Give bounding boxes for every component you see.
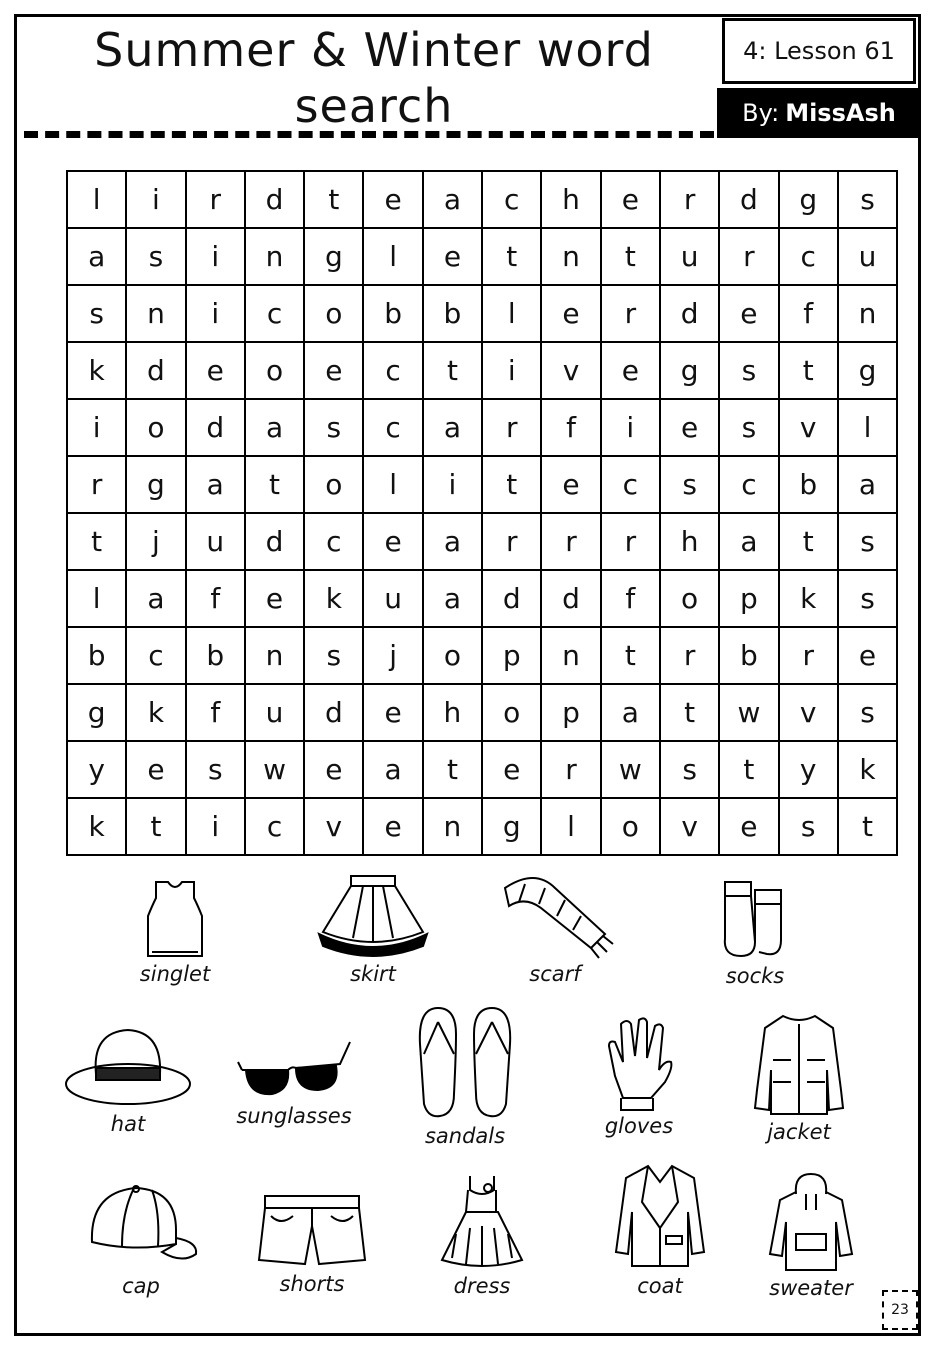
label-dress: dress — [453, 1274, 511, 1298]
label-scarf: scarf — [529, 962, 581, 986]
grid-cell[interactable]: a — [601, 684, 660, 741]
grid-cell[interactable]: u — [186, 513, 245, 570]
grid-cell[interactable]: e — [304, 342, 363, 399]
grid-cell[interactable]: v — [779, 399, 838, 456]
grid-row — [67, 513, 897, 570]
grid-cell[interactable]: k — [67, 798, 126, 855]
grid-cell[interactable]: o — [245, 342, 304, 399]
dress-icon — [436, 1172, 528, 1272]
grid-cell[interactable]: s — [719, 399, 778, 456]
grid-cell[interactable]: g — [660, 342, 719, 399]
grid-cell[interactable]: t — [838, 798, 897, 855]
label-hat: hat — [110, 1112, 146, 1136]
grid-cell[interactable]: t — [423, 741, 482, 798]
grid-cell[interactable]: e — [423, 228, 482, 285]
grid-cell[interactable]: e — [363, 513, 422, 570]
grid-cell[interactable]: d — [126, 342, 185, 399]
grid-cell[interactable]: s — [838, 684, 897, 741]
item-gloves — [584, 1016, 694, 1138]
gloves-icon — [599, 1016, 679, 1112]
grid-row — [67, 684, 897, 741]
grid-cell[interactable]: p — [719, 570, 778, 627]
grid-cell[interactable]: e — [838, 627, 897, 684]
grid-cell[interactable]: b — [779, 456, 838, 513]
grid-cell[interactable]: s — [660, 741, 719, 798]
grid-cell[interactable]: d — [541, 570, 600, 627]
label-skirt: skirt — [350, 962, 396, 986]
grid-cell[interactable]: g — [126, 456, 185, 513]
grid-cell[interactable]: b — [67, 627, 126, 684]
sunglasses-icon — [232, 1032, 356, 1102]
grid-cell[interactable]: e — [186, 342, 245, 399]
grid-cell[interactable]: e — [126, 741, 185, 798]
grid-cell[interactable]: o — [304, 285, 363, 342]
grid-cell[interactable]: c — [304, 513, 363, 570]
grid-cell[interactable]: i — [186, 285, 245, 342]
item-dress — [426, 1172, 538, 1298]
grid-cell[interactable]: k — [779, 570, 838, 627]
grid-cell[interactable]: r — [660, 627, 719, 684]
grid-cell[interactable]: g — [482, 798, 541, 855]
grid-cell[interactable]: v — [541, 342, 600, 399]
grid-cell[interactable]: e — [541, 456, 600, 513]
grid-cell[interactable]: o — [126, 399, 185, 456]
grid-cell[interactable]: b — [186, 627, 245, 684]
grid-cell[interactable]: u — [838, 228, 897, 285]
grid-cell[interactable]: o — [423, 627, 482, 684]
grid-cell[interactable]: g — [779, 171, 838, 228]
grid-cell[interactable]: j — [363, 627, 422, 684]
label-cap: cap — [122, 1274, 160, 1298]
grid-cell[interactable]: e — [719, 798, 778, 855]
socks-icon — [715, 876, 795, 962]
item-singlet — [120, 876, 230, 986]
grid-cell[interactable]: o — [304, 456, 363, 513]
grid-cell[interactable]: r — [719, 228, 778, 285]
grid-cell[interactable]: h — [541, 171, 600, 228]
page-title — [24, 22, 724, 134]
grid-row — [67, 570, 897, 627]
item-socks — [700, 876, 810, 988]
grid-cell[interactable]: b — [423, 285, 482, 342]
skirt-icon — [313, 872, 433, 960]
grid-cell[interactable]: r — [186, 171, 245, 228]
word-search-grid — [66, 170, 898, 856]
grid-cell[interactable]: r — [541, 741, 600, 798]
grid-cell[interactable]: d — [482, 570, 541, 627]
grid-cell[interactable]: n — [423, 798, 482, 855]
grid-cell[interactable]: u — [660, 228, 719, 285]
item-shorts — [250, 1190, 374, 1296]
grid-cell[interactable]: c — [363, 399, 422, 456]
grid-cell[interactable]: w — [245, 741, 304, 798]
grid-cell[interactable]: t — [423, 342, 482, 399]
grid-cell[interactable]: g — [304, 228, 363, 285]
grid-cell[interactable]: u — [245, 684, 304, 741]
grid-cell[interactable]: c — [126, 627, 185, 684]
grid-cell[interactable]: f — [541, 399, 600, 456]
grid-row — [67, 627, 897, 684]
grid-cell[interactable]: t — [482, 456, 541, 513]
grid-cell[interactable]: i — [601, 399, 660, 456]
item-cap — [76, 1182, 206, 1298]
grid-cell[interactable]: s — [660, 456, 719, 513]
grid-cell[interactable]: i — [423, 456, 482, 513]
grid-cell[interactable]: o — [482, 684, 541, 741]
grid-cell[interactable]: n — [245, 228, 304, 285]
grid-cell[interactable]: a — [423, 570, 482, 627]
grid-cell[interactable]: f — [186, 570, 245, 627]
item-jacket — [744, 1010, 854, 1144]
item-skirt — [308, 872, 438, 986]
grid-cell[interactable]: f — [601, 570, 660, 627]
grid-cell[interactable]: b — [719, 627, 778, 684]
grid-cell[interactable]: s — [779, 798, 838, 855]
grid-cell[interactable]: t — [601, 228, 660, 285]
grid-cell[interactable]: v — [304, 798, 363, 855]
grid-row — [67, 798, 897, 855]
grid-cell[interactable]: a — [126, 570, 185, 627]
grid-cell[interactable]: a — [363, 741, 422, 798]
grid-cell[interactable]: n — [541, 627, 600, 684]
grid-row — [67, 285, 897, 342]
grid-cell[interactable]: r — [660, 171, 719, 228]
grid-row — [67, 228, 897, 285]
grid-cell[interactable]: c — [363, 342, 422, 399]
grid-cell[interactable]: n — [838, 285, 897, 342]
grid-cell[interactable]: y — [67, 741, 126, 798]
grid-cell[interactable]: c — [245, 798, 304, 855]
label-shorts: shorts — [279, 1272, 345, 1296]
grid-cell[interactable]: s — [838, 171, 897, 228]
grid-cell[interactable]: e — [660, 399, 719, 456]
grid-cell[interactable]: t — [660, 684, 719, 741]
grid-cell[interactable]: e — [363, 684, 422, 741]
scarf-icon — [495, 872, 615, 960]
grid-cell[interactable]: k — [67, 342, 126, 399]
lesson-label: 4: Lesson 61 — [722, 18, 916, 84]
shorts-icon — [257, 1190, 367, 1270]
grid-cell[interactable]: h — [423, 684, 482, 741]
item-sandals — [400, 1004, 530, 1148]
label-coat: coat — [637, 1274, 683, 1298]
grid-cell[interactable]: e — [363, 171, 422, 228]
grid-cell[interactable]: c — [601, 456, 660, 513]
grid-cell[interactable]: h — [660, 513, 719, 570]
grid-cell[interactable]: d — [245, 171, 304, 228]
grid-cell[interactable]: e — [245, 570, 304, 627]
grid-cell[interactable]: v — [779, 684, 838, 741]
grid-cell[interactable]: a — [423, 513, 482, 570]
grid-cell[interactable]: g — [67, 684, 126, 741]
label-sunglasses: sunglasses — [236, 1104, 352, 1128]
grid-cell[interactable]: d — [245, 513, 304, 570]
item-hat — [60, 1024, 196, 1136]
grid-cell[interactable]: k — [304, 570, 363, 627]
item-sweater — [756, 1170, 866, 1300]
grid-row — [67, 399, 897, 456]
grid-cell[interactable]: w — [601, 741, 660, 798]
grid-cell[interactable]: a — [67, 228, 126, 285]
title-divider — [24, 131, 714, 138]
grid-cell[interactable]: i — [67, 399, 126, 456]
grid-cell[interactable]: n — [126, 285, 185, 342]
grid-cell[interactable]: a — [719, 513, 778, 570]
label-jacket: jacket — [767, 1120, 831, 1144]
grid-cell[interactable]: e — [601, 171, 660, 228]
grid-cell[interactable]: p — [482, 627, 541, 684]
grid-cell[interactable]: s — [186, 741, 245, 798]
grid-cell[interactable]: p — [541, 684, 600, 741]
grid-cell[interactable]: a — [423, 171, 482, 228]
grid-cell[interactable]: g — [838, 342, 897, 399]
grid-cell[interactable]: c — [482, 171, 541, 228]
grid-cell[interactable]: i — [482, 342, 541, 399]
grid-cell[interactable]: l — [363, 228, 422, 285]
grid-cell[interactable]: f — [186, 684, 245, 741]
grid-cell[interactable]: n — [541, 228, 600, 285]
grid-cell[interactable]: t — [719, 741, 778, 798]
grid-cell[interactable]: r — [779, 627, 838, 684]
author-bar — [717, 88, 921, 138]
grid-cell[interactable]: e — [363, 798, 422, 855]
grid-cell[interactable]: s — [126, 228, 185, 285]
label-socks: socks — [725, 964, 785, 988]
grid-cell[interactable]: l — [838, 399, 897, 456]
item-sunglasses — [228, 1032, 360, 1128]
grid-row — [67, 741, 897, 798]
grid-cell[interactable]: e — [719, 285, 778, 342]
grid-cell[interactable]: r — [482, 513, 541, 570]
grid-cell[interactable]: s — [838, 570, 897, 627]
grid-cell[interactable]: t — [482, 228, 541, 285]
grid-cell[interactable]: t — [304, 171, 363, 228]
sweater-icon — [766, 1170, 856, 1274]
grid-cell[interactable]: u — [363, 570, 422, 627]
grid-cell[interactable]: a — [186, 456, 245, 513]
grid-cell[interactable]: f — [779, 285, 838, 342]
item-coat — [600, 1162, 720, 1298]
title-line-2: search — [294, 79, 454, 133]
grid-cell[interactable]: t — [67, 513, 126, 570]
grid-cell[interactable]: r — [482, 399, 541, 456]
label-sandals: sandals — [424, 1124, 506, 1148]
grid-cell[interactable]: e — [482, 741, 541, 798]
grid-cell[interactable]: l — [541, 798, 600, 855]
grid-row — [67, 171, 897, 228]
label-singlet: singlet — [139, 962, 211, 986]
page-number: 23 — [882, 1290, 918, 1330]
grid-cell[interactable]: i — [126, 171, 185, 228]
grid-cell[interactable]: i — [186, 798, 245, 855]
label-gloves: gloves — [604, 1114, 674, 1138]
cap-icon — [82, 1182, 200, 1272]
grid-cell[interactable]: a — [423, 399, 482, 456]
title-line-1: Summer & Winter word — [94, 23, 654, 77]
grid-cell[interactable]: r — [601, 285, 660, 342]
grid-cell[interactable]: s — [304, 399, 363, 456]
grid-cell[interactable]: o — [660, 570, 719, 627]
by-label: By: — [742, 99, 780, 127]
grid-cell[interactable]: t — [245, 456, 304, 513]
grid-cell[interactable]: s — [719, 342, 778, 399]
grid-cell[interactable]: n — [245, 627, 304, 684]
grid-cell[interactable]: b — [363, 285, 422, 342]
grid-cell[interactable]: s — [838, 513, 897, 570]
grid-cell[interactable]: a — [245, 399, 304, 456]
coat-icon — [612, 1162, 708, 1272]
grid-cell[interactable]: e — [601, 342, 660, 399]
grid-cell[interactable]: r — [541, 513, 600, 570]
grid-cell[interactable]: o — [601, 798, 660, 855]
grid-cell[interactable]: d — [304, 684, 363, 741]
grid-cell[interactable]: y — [779, 741, 838, 798]
label-sweater: sweater — [769, 1276, 853, 1300]
grid-cell[interactable]: d — [186, 399, 245, 456]
grid-cell[interactable]: l — [482, 285, 541, 342]
grid-cell[interactable]: t — [779, 513, 838, 570]
grid-cell[interactable]: k — [126, 684, 185, 741]
grid-cell[interactable]: l — [67, 570, 126, 627]
grid-cell[interactable]: d — [660, 285, 719, 342]
hat-icon — [62, 1024, 194, 1110]
grid-cell[interactable]: s — [67, 285, 126, 342]
item-scarf — [490, 872, 620, 986]
grid-cell[interactable]: r — [601, 513, 660, 570]
grid-cell[interactable]: i — [186, 228, 245, 285]
author-name: MissAsh — [785, 99, 896, 127]
grid-cell[interactable]: t — [779, 342, 838, 399]
sandals-icon — [410, 1004, 520, 1122]
grid-cell[interactable]: l — [67, 171, 126, 228]
jacket-icon — [751, 1010, 847, 1118]
grid-cell[interactable]: a — [838, 456, 897, 513]
grid-cell[interactable]: t — [126, 798, 185, 855]
grid-cell[interactable]: e — [541, 285, 600, 342]
grid-cell[interactable]: e — [304, 741, 363, 798]
grid-cell[interactable]: c — [719, 456, 778, 513]
grid-row — [67, 456, 897, 513]
grid-cell[interactable]: j — [126, 513, 185, 570]
grid-cell[interactable]: v — [660, 798, 719, 855]
grid-row — [67, 342, 897, 399]
grid-cell[interactable]: r — [67, 456, 126, 513]
singlet-icon — [140, 876, 210, 960]
grid-cell[interactable]: d — [719, 171, 778, 228]
grid-cell[interactable]: s — [304, 627, 363, 684]
grid-cell[interactable]: l — [363, 456, 422, 513]
grid-cell[interactable]: c — [779, 228, 838, 285]
grid-cell[interactable]: c — [245, 285, 304, 342]
grid-cell[interactable]: t — [601, 627, 660, 684]
grid-cell[interactable]: w — [719, 684, 778, 741]
grid-cell[interactable]: k — [838, 741, 897, 798]
